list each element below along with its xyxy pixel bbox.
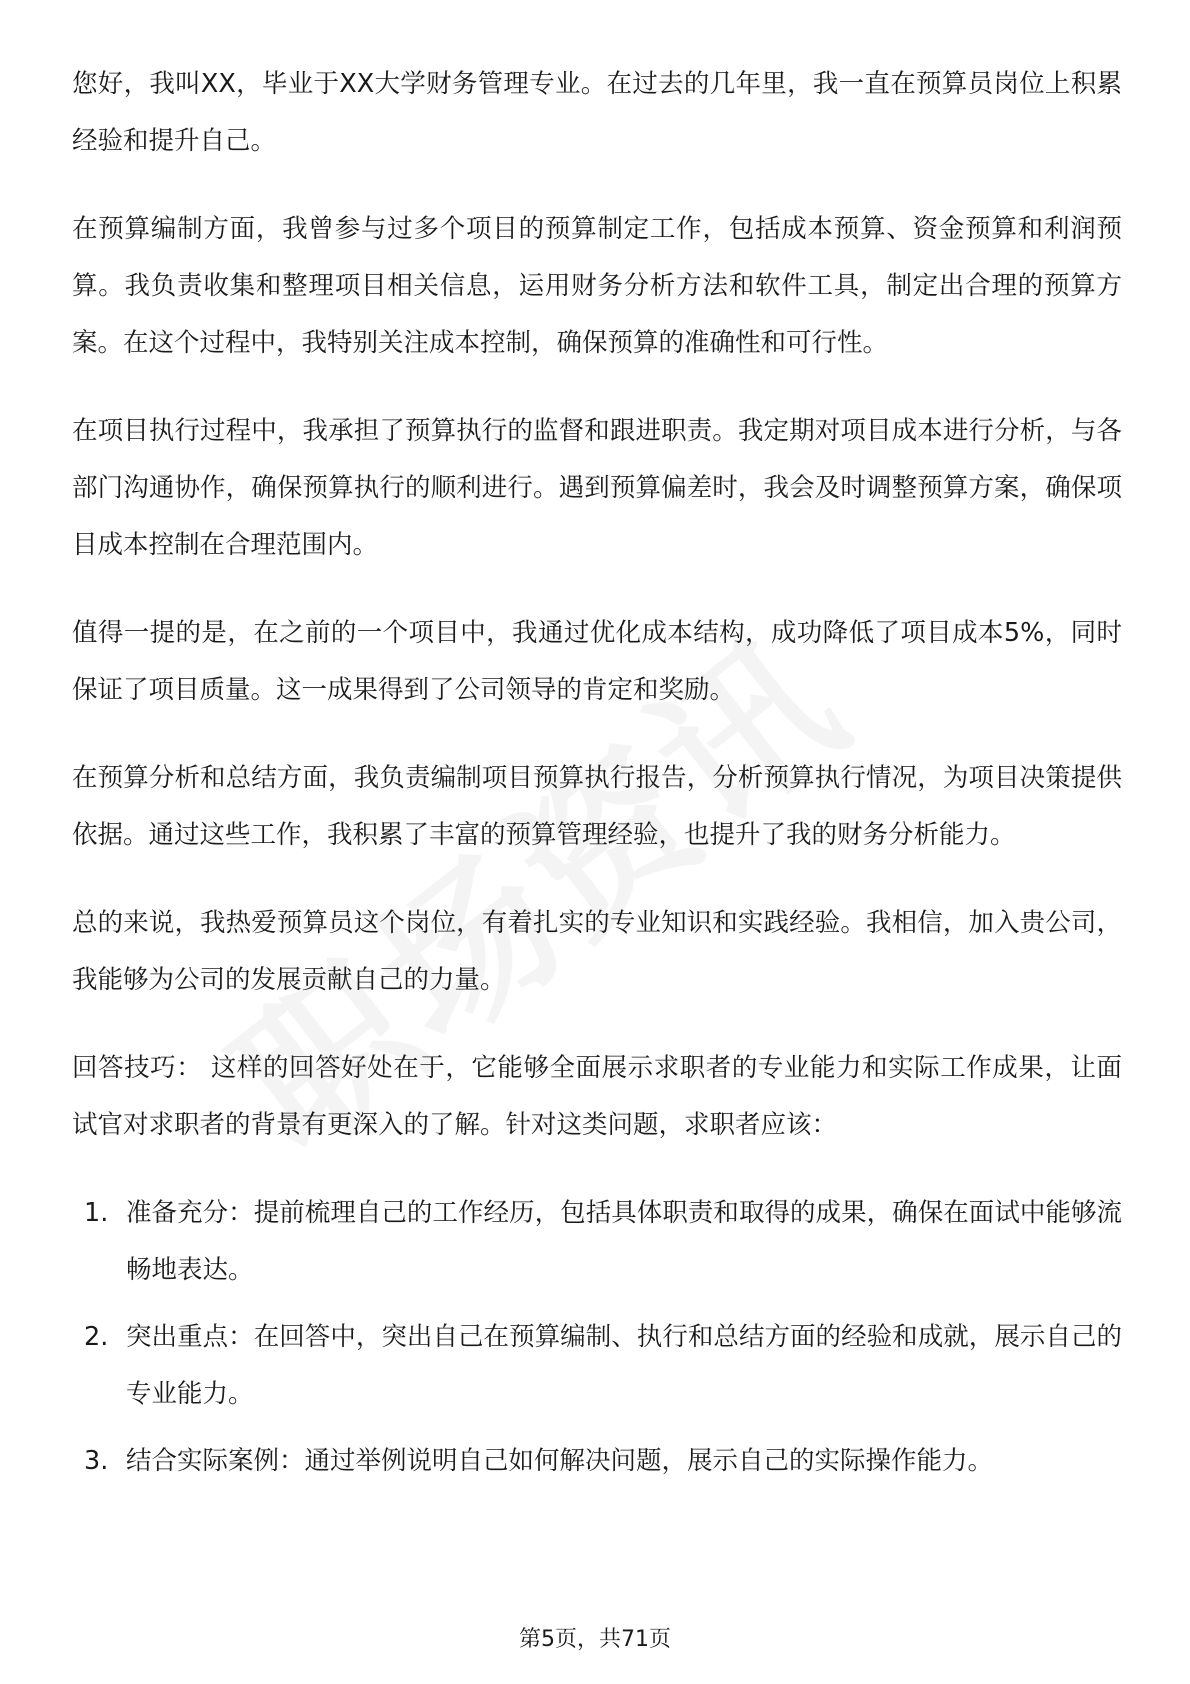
list-number: 2.: [84, 1322, 109, 1352]
paragraph-budget-analysis: 在预算分析和总结方面，我负责编制项目预算执行报告，分析预算执行情况，为项目决策提供依据。通过这些工作，我积累了丰富的预算管理经验，也提升了我的财务分析能力。: [72, 763, 1122, 850]
paragraph-budget-execution: 在项目执行过程中，我承担了预算执行的监督和跟进职责。我定期对项目成本进行分析，与各部门沟通协作，确保预算执行的顺利进行。遇到预算偏差时，我会及时调整预算方案，确保项目成本控制在合理范围内。: [72, 416, 1122, 560]
list-item-text: 突出重点：在回答中，突出自己在预算编制、执行和总结方面的经验和成就，展示自己的专业能力。: [126, 1322, 1122, 1409]
page-number-footer: 第5页，共71页: [519, 1627, 671, 1652]
document-body: [72, 56, 1122, 1500]
list-item: [72, 1433, 1122, 1490]
paragraph-answer-tips: 回答技巧： 这样的回答好处在于，它能够全面展示求职者的专业能力和实际工作成果，让面试官对求职者的背景有更深入的了解。针对这类问题，求职者应该：: [72, 1053, 1122, 1140]
paragraph-budget-preparation: 在预算编制方面，我曾参与过多个项目的预算制定工作，包括成本预算、资金预算和利润预算。我负责收集和整理项目相关信息，运用财务分析方法和软件工具，制定出合理的预算方案。在这个过程中，我特别关注成本控制，确保预算的准确性和可行性。: [72, 214, 1122, 358]
tips-list: [72, 1185, 1122, 1490]
list-item-text: 准备充分：提前梳理自己的工作经历，包括具体职责和取得的成果，确保在面试中能够流畅地表达。: [126, 1198, 1122, 1285]
paragraph-achievement: 值得一提的是，在之前的一个项目中，我通过优化成本结构，成功降低了项目成本5%，同时保证了项目质量。这一成果得到了公司领导的肯定和奖励。: [72, 618, 1122, 705]
list-item: [72, 1185, 1122, 1299]
list-item-text: 结合实际案例：通过举例说明自己如何解决问题，展示自己的实际操作能力。: [126, 1446, 994, 1476]
list-number: 3.: [84, 1446, 109, 1476]
paragraph-intro: 您好，我叫XX，毕业于XX大学财务管理专业。在过去的几年里，我一直在预算员岗位上积累经验和提升自己。: [72, 69, 1122, 156]
list-item: [72, 1309, 1122, 1423]
paragraph-summary: 总的来说，我热爱预算员这个岗位，有着扎实的专业知识和实践经验。我相信，加入贵公司，我能够为公司的发展贡献自己的力量。: [72, 908, 1122, 995]
list-number: 1.: [84, 1198, 109, 1228]
